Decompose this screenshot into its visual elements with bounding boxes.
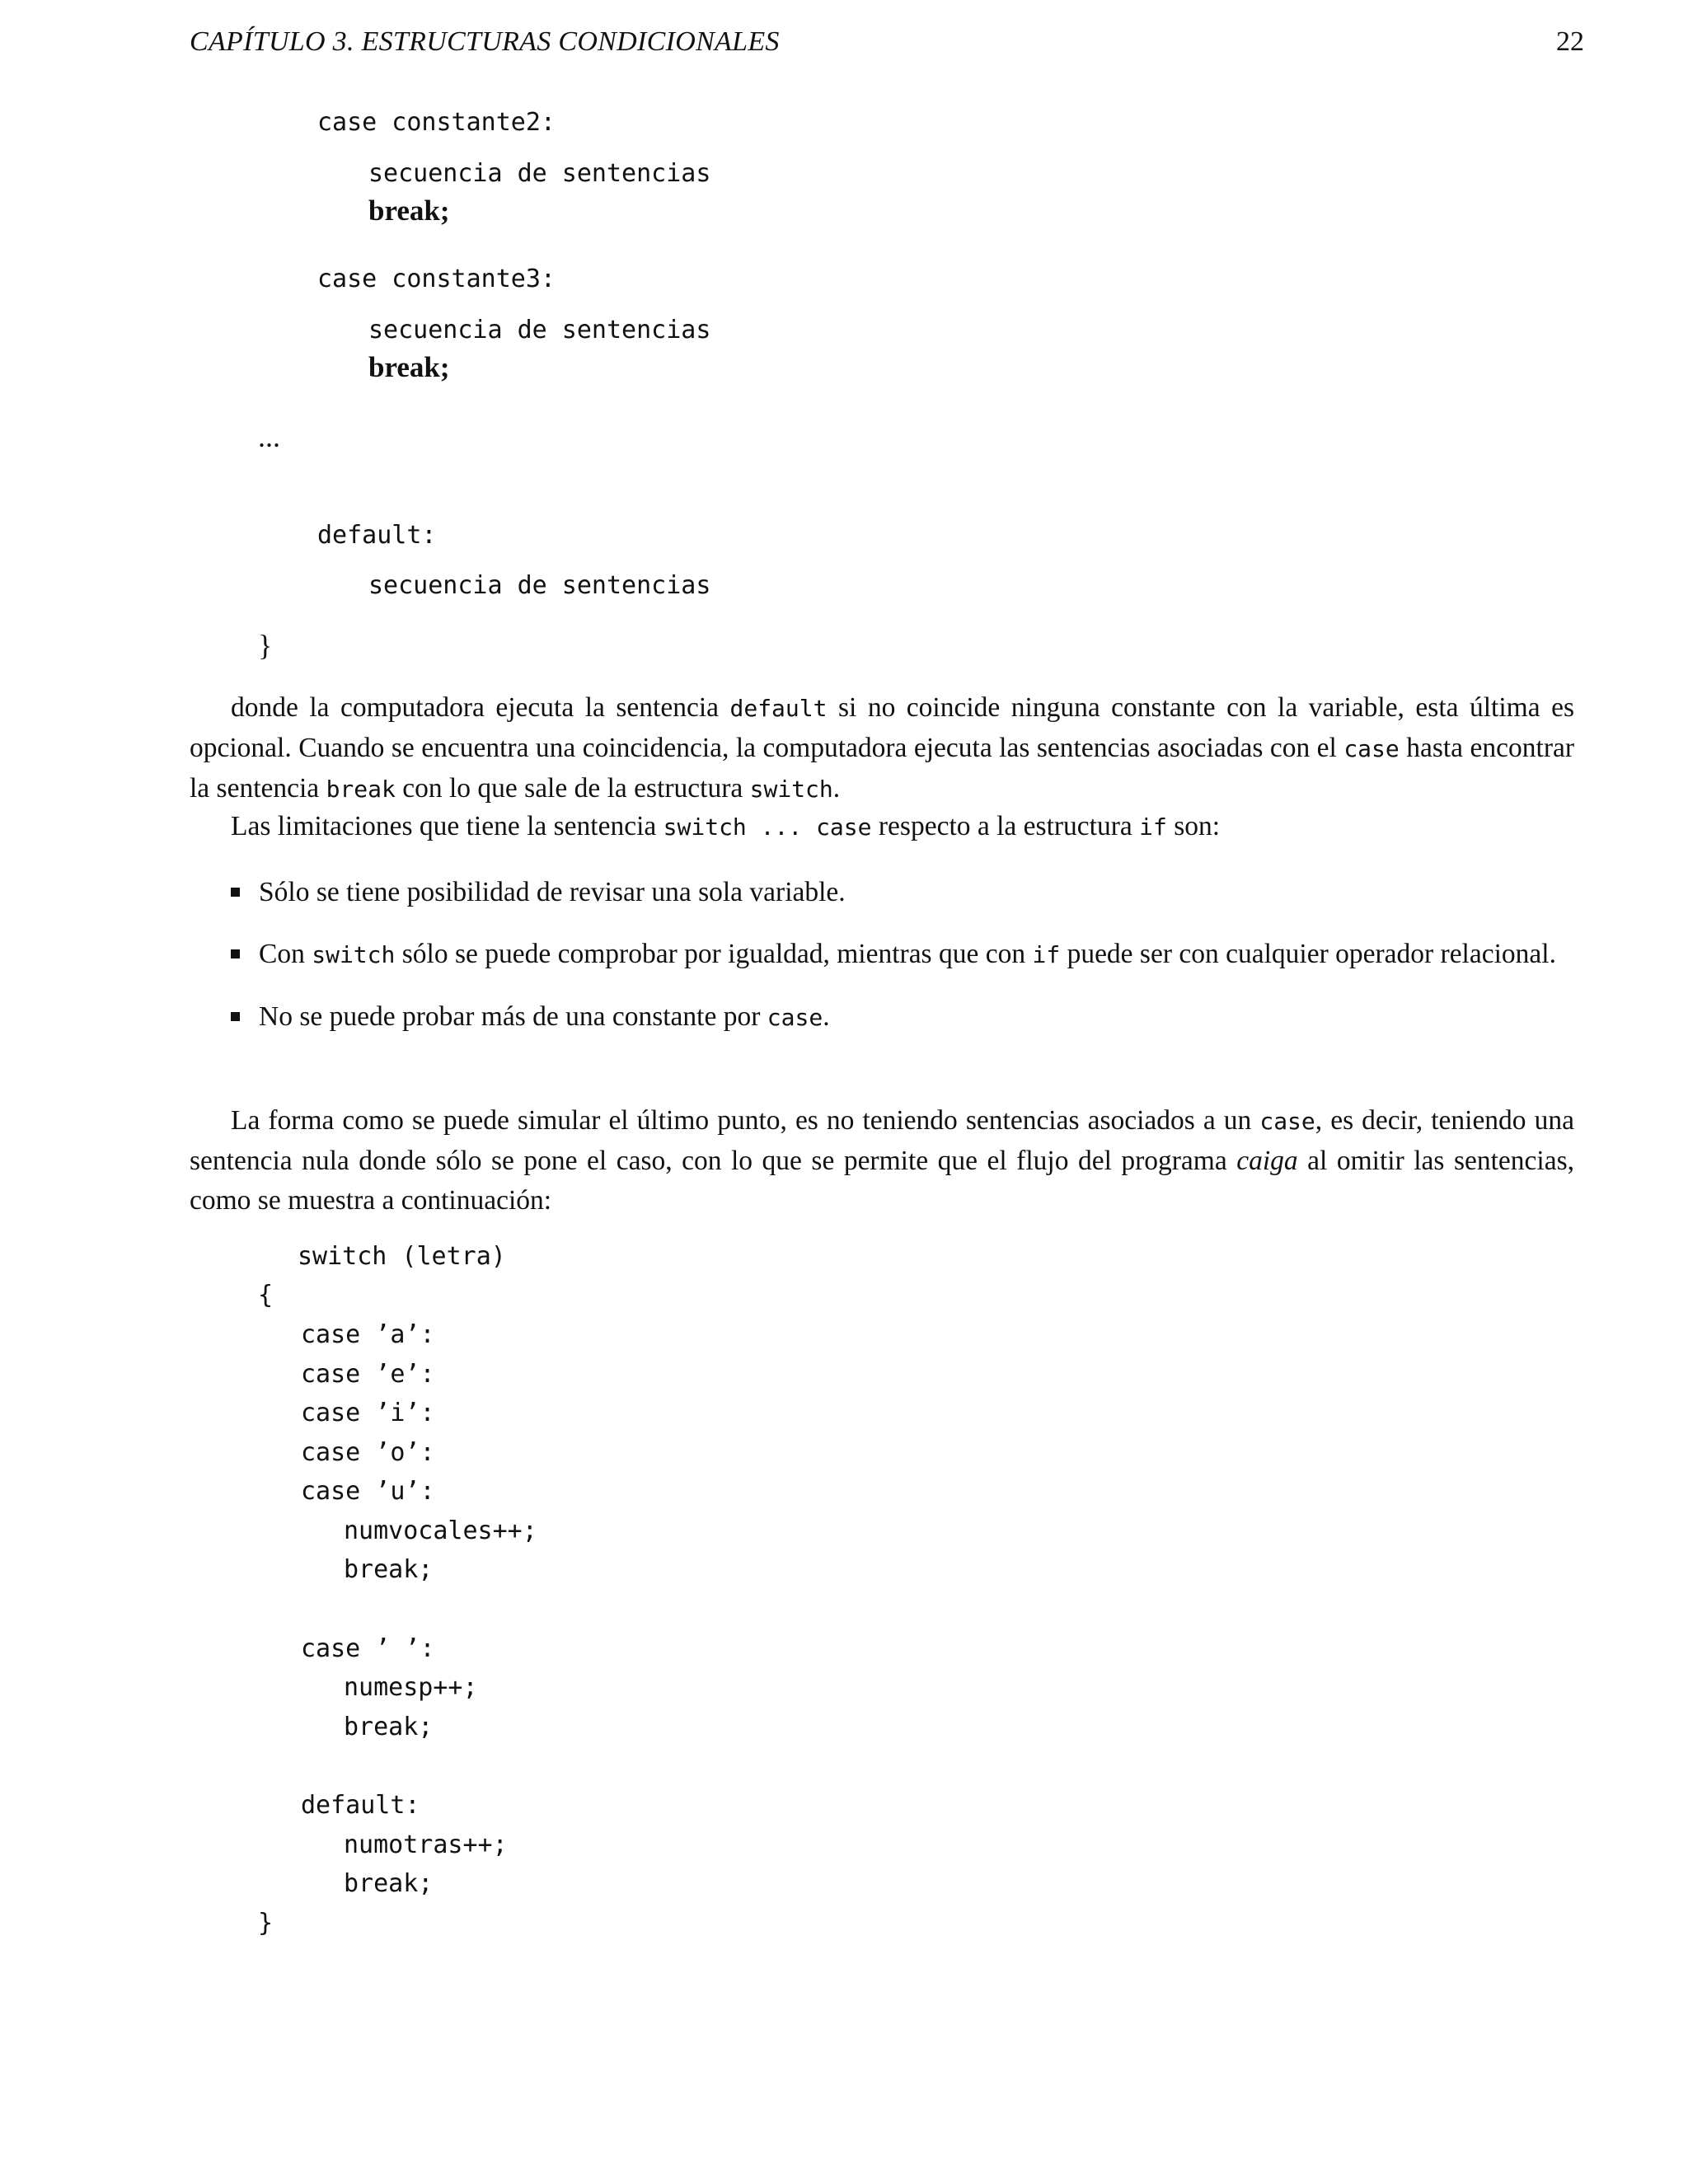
code-line: {	[258, 1281, 274, 1310]
text-span: si no coincide ninguna constante con la variable, esta última es opcional. Cuando se encuentra una coincidencia, la computadora ejecuta las sentencias asociadas con el	[190, 692, 1574, 763]
code-line: case ’i’:	[301, 1399, 435, 1427]
bullet-square-icon	[231, 888, 240, 897]
code-line: case ’e’:	[301, 1360, 435, 1389]
text-span: con lo que sale de la estructura	[395, 773, 750, 804]
paragraph-simulation	[190, 1101, 1574, 1221]
code-line: break;	[344, 1555, 434, 1584]
code-line: numesp++;	[344, 1673, 478, 1702]
chapter-header: CAPÍTULO 3. ESTRUCTURAS CONDICIONALES	[190, 26, 780, 57]
bullet-square-icon	[231, 1012, 240, 1021]
text-span: No se puede probar más de una constante por	[259, 1001, 767, 1032]
limitations-list	[231, 873, 1574, 1038]
code-line: break;	[344, 1713, 434, 1741]
list-item	[231, 997, 1574, 1038]
text-span: Sólo se tiene posibilidad de revisar una sola variable.	[259, 877, 846, 907]
code-span: switch	[749, 776, 833, 803]
code-span: switch ... case	[663, 813, 872, 841]
code-span: case	[1259, 1108, 1315, 1135]
text-span: La forma como se puede simular el último punto, es no teniendo sentencias asociados a un	[231, 1105, 1260, 1136]
code-span: default	[729, 695, 828, 722]
case-constante3-line: case constante3:	[317, 265, 556, 293]
break-keyword: break;	[368, 351, 450, 383]
code-span: case	[1343, 735, 1400, 762]
code-span: case	[767, 1004, 823, 1031]
code-line: switch (letra)	[298, 1242, 506, 1271]
text-span: Las limitaciones que tiene la sentencia	[231, 811, 663, 841]
italic-span: caiga	[1236, 1146, 1298, 1176]
text-span: .	[832, 773, 841, 804]
code-line: case ’o’:	[301, 1438, 435, 1467]
text-span: Con	[259, 939, 312, 969]
text-span: al omitir las sentencias, como se muestra a continuación:	[190, 1146, 1574, 1216]
paragraph-default-explanation	[190, 688, 1574, 809]
sequence-line: secuencia de sentencias	[368, 316, 711, 344]
code-line: numotras++;	[344, 1830, 508, 1859]
text-span: hasta encontrar la sentencia	[190, 733, 1574, 804]
text-span: , es decir, teniendo una sentencia nula donde sólo se pone el caso, con lo que se permite que el flujo del programa	[190, 1105, 1574, 1176]
break-keyword: break;	[368, 194, 450, 227]
code-line: case ’u’:	[301, 1477, 435, 1506]
code-line: case ’a’:	[301, 1320, 435, 1349]
code-span: if	[1139, 813, 1167, 841]
text-span: son:	[1166, 811, 1221, 841]
text-span: donde la computadora ejecuta la sentencia	[231, 692, 730, 723]
code-span: break	[326, 776, 396, 803]
code-line: }	[258, 1909, 274, 1938]
text-span: puede ser con cualquier operador relacional.	[1060, 939, 1556, 969]
closing-brace: }	[258, 629, 273, 662]
code-line: default:	[301, 1791, 420, 1820]
text-span: sólo se puede comprobar por igualdad, mientras que con	[395, 939, 1033, 969]
text-span: respecto a la estructura	[871, 811, 1140, 841]
code-span: switch	[312, 941, 396, 968]
default-line: default:	[317, 521, 437, 550]
page-number: 22	[1556, 26, 1584, 57]
code-span: if	[1032, 941, 1061, 968]
code-line: numvocales++;	[344, 1516, 537, 1545]
text-span: .	[823, 1001, 830, 1032]
list-item	[231, 935, 1574, 975]
list-item	[231, 873, 1574, 912]
code-line: break;	[344, 1869, 434, 1898]
sequence-line: secuencia de sentencias	[368, 159, 711, 188]
ellipsis: ...	[258, 420, 280, 453]
case-constante2-line: case constante2:	[317, 108, 556, 137]
sequence-line: secuencia de sentencias	[368, 571, 711, 600]
code-line: case ’ ’:	[301, 1634, 435, 1663]
bullet-square-icon	[231, 949, 240, 958]
paragraph-limitations-intro	[190, 807, 1574, 847]
